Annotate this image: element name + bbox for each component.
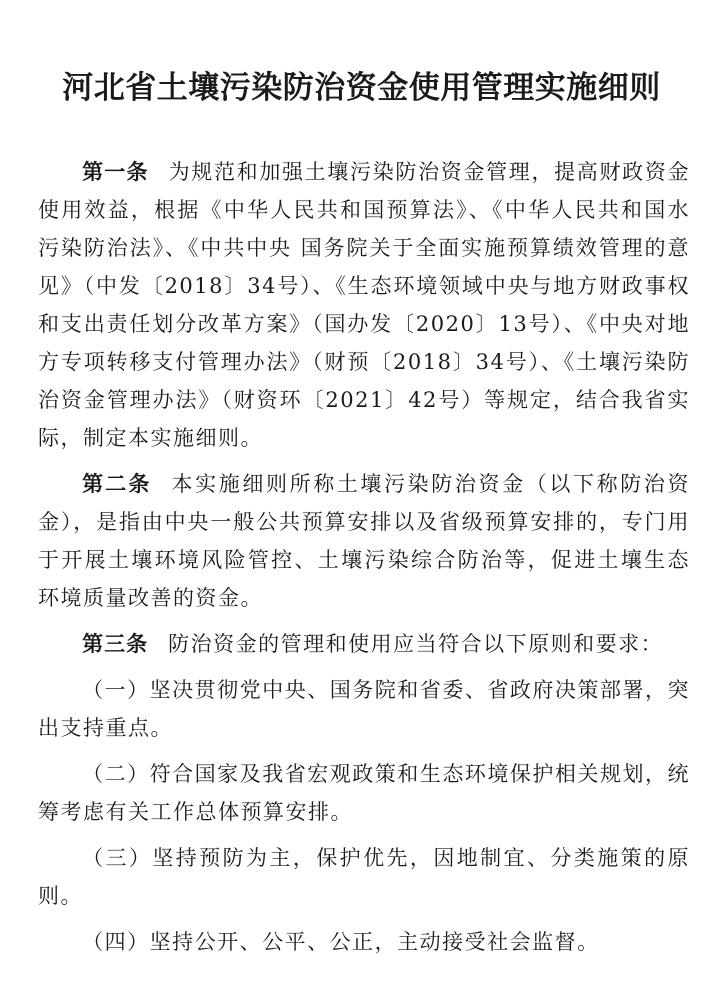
list-item: （一）坚决贯彻党中央、国务院和省委、省政府决策部署，突出支持重点。: [38, 678, 690, 740]
article-number: 第二条: [82, 472, 152, 496]
article-2: [38, 465, 690, 617]
list-item: （三）坚持预防为主，保护优先，因地制宜、分类施策的原则。: [38, 846, 690, 908]
article-1: [38, 153, 690, 457]
article-text: 本实施细则所称土壤污染防治资金（以下称防治资金），是指由中央一般公共预算安排以及省级预算安排的，专门用于开展土壤环境风险管控、土壤污染综合防治等，促进土壤生态环境质量改善的资金。: [38, 472, 691, 610]
list-item: （四）坚持公开、公平、公正，主动接受社会监督。: [82, 930, 600, 954]
article-number: 第一条: [82, 160, 149, 184]
article-number: 第三条: [82, 632, 149, 656]
document-title: 河北省土壤污染防治资金使用管理实施细则: [62, 70, 661, 106]
article-text: 防治资金的管理和使用应当符合以下原则和要求：: [168, 632, 664, 656]
article-text: 为规范和加强土壤污染防治资金管理，提高财政资金使用效益，根据《中华人民共和国预算法》、《中华人民共和国水污染防治法》、《中共中央 国务院关于全面实施预算绩效管理的意见》（中发〔2018〕34号）、《生态环境领域中央与地方财政事权和支出责任划分改革方案》（国办发〔2020〕13号）、《中央对地方专项转移支付管理办法》（财预〔2018〕34号）、《土壤污染防治资金管理办法》（财资环〔2021〕42号）等规定，结合我省实际，制定本实施细则。: [38, 160, 691, 450]
article-3: [38, 625, 690, 663]
list-item: （二）符合国家及我省宏观政策和生态环境保护相关规划，统筹考虑有关工作总体预算安排。: [38, 762, 690, 824]
document-body: [38, 153, 690, 969]
